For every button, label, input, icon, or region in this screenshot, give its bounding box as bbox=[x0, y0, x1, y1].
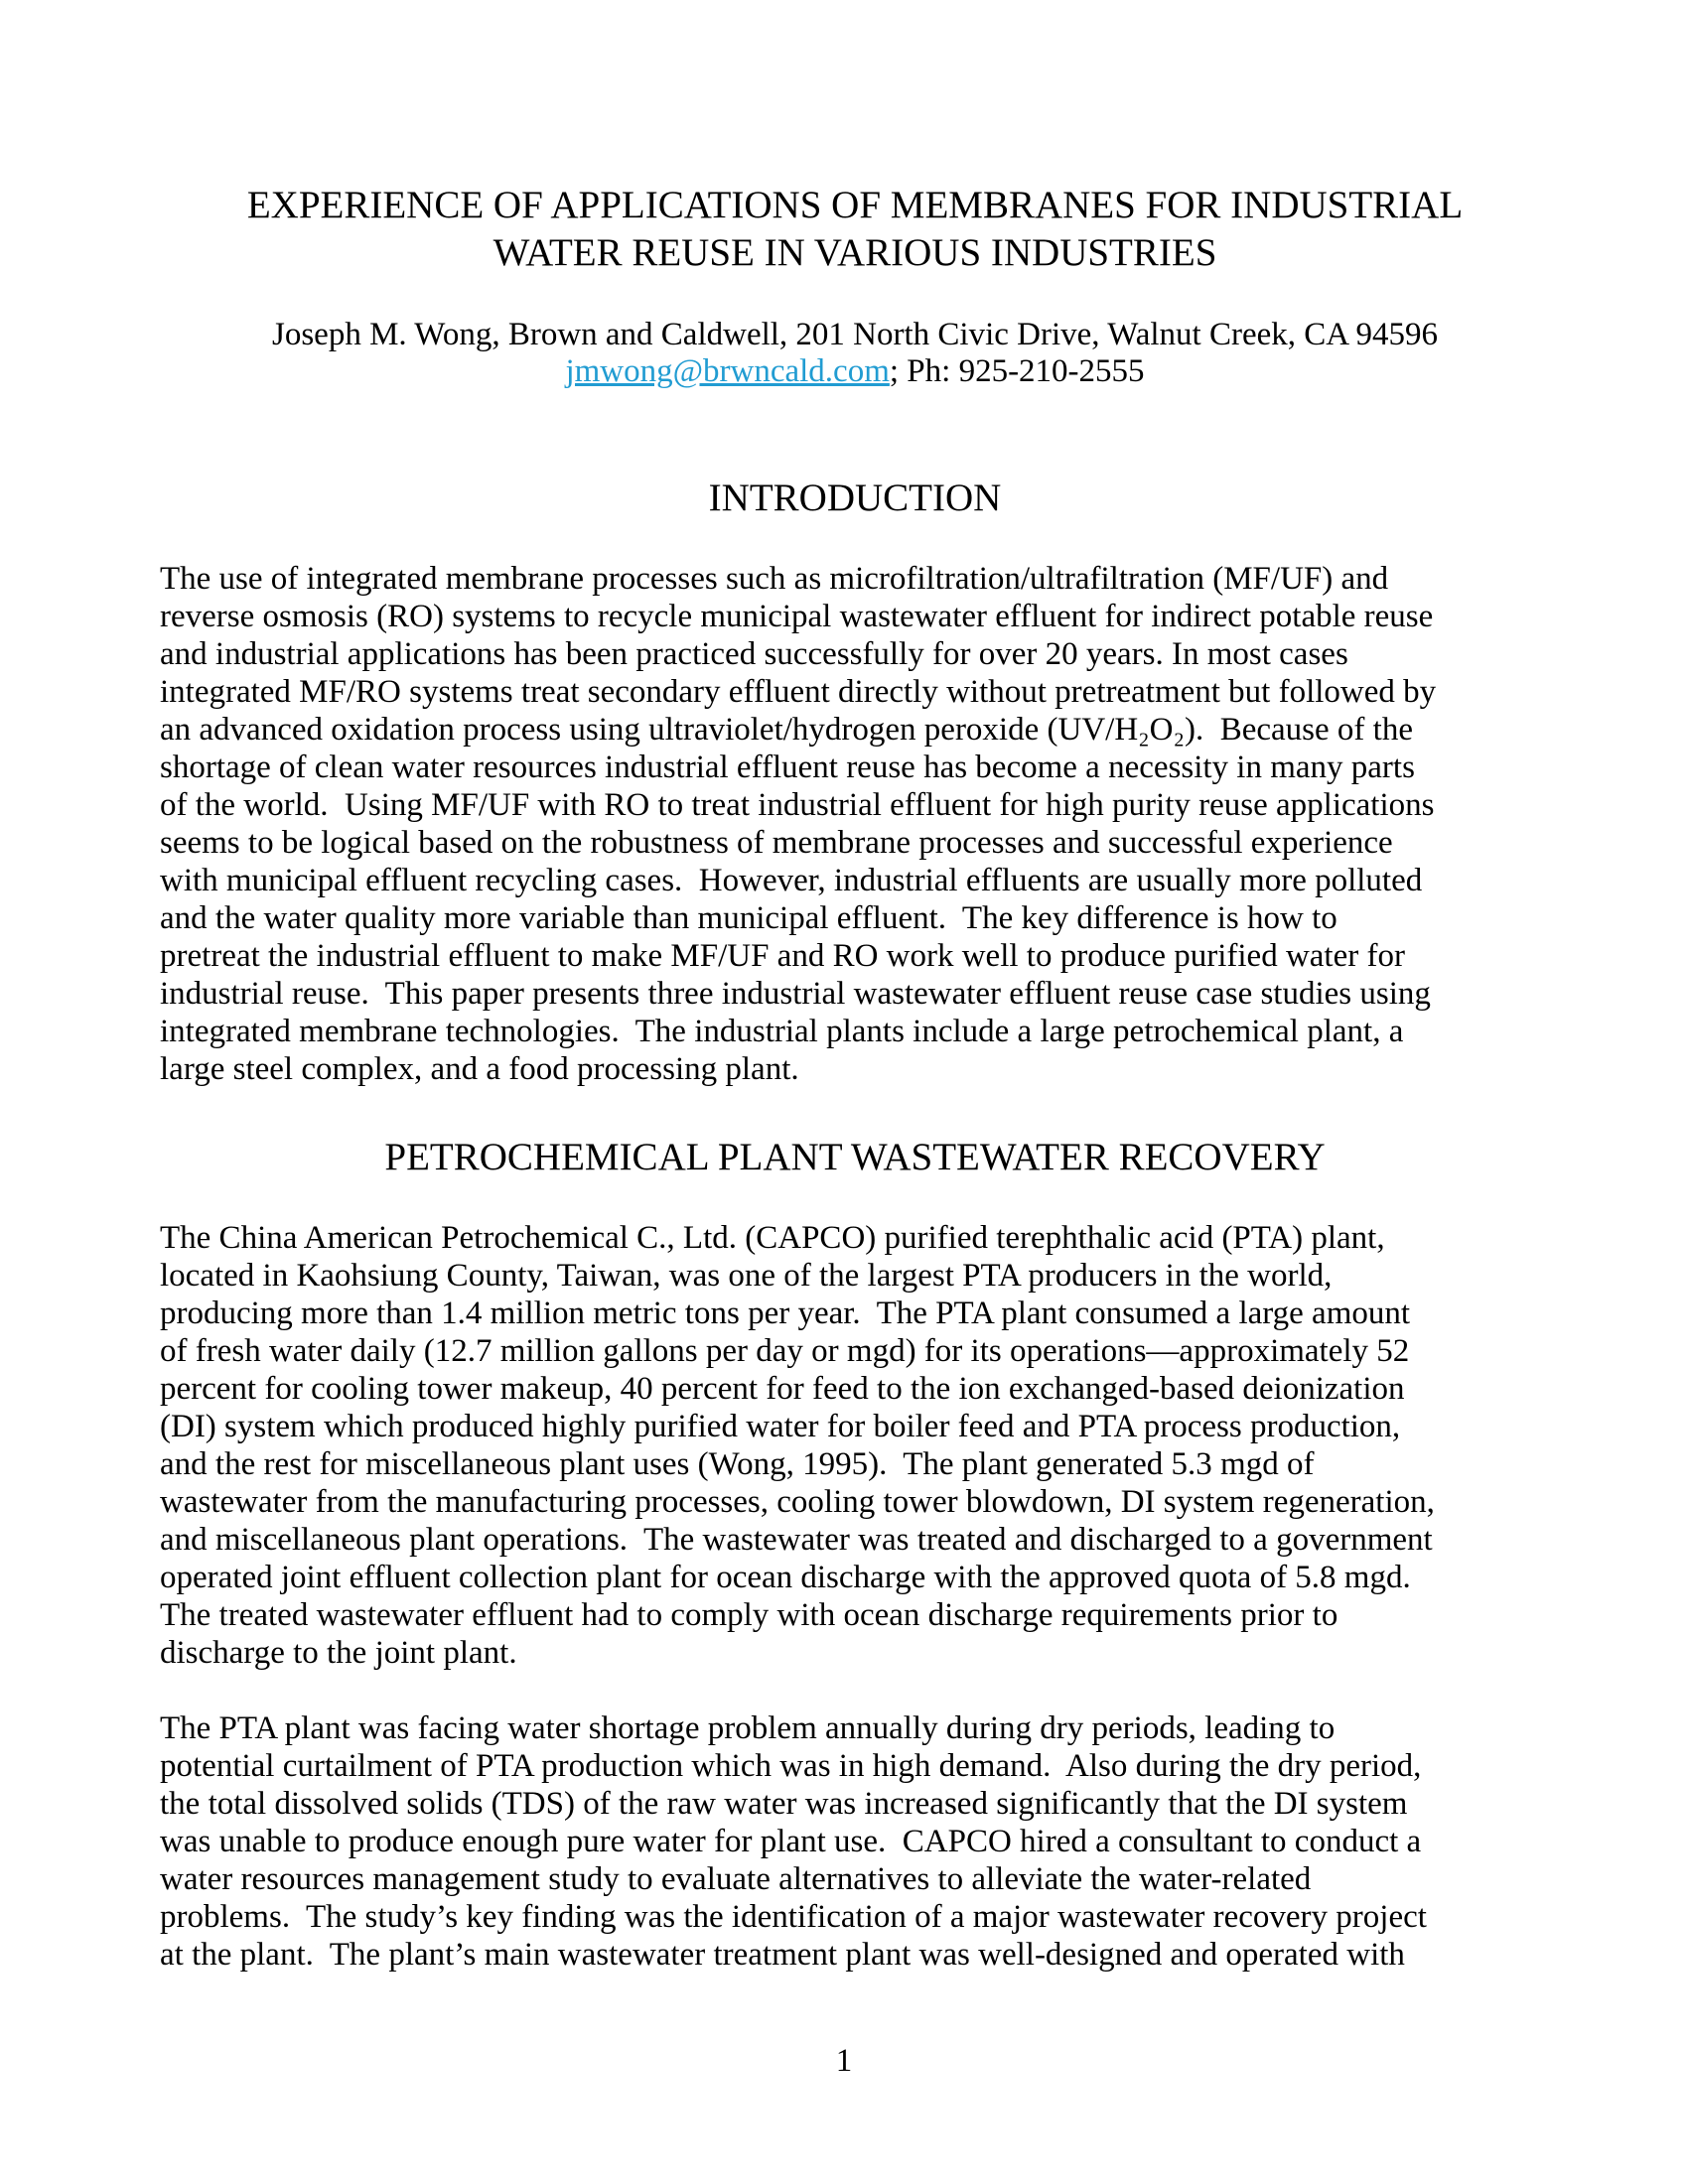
paragraph bbox=[160, 1219, 1550, 1672]
text-line: reverse osmosis (RO) systems to recycle municipal wastewater effluent for indirect potable reuse bbox=[160, 599, 1434, 634]
document-title-line-2: WATER REUSE IN VARIOUS INDUSTRIES bbox=[492, 231, 1217, 274]
text-line: was unable to produce enough pure water for plant use. CAPCO hired a consultant to conduct a bbox=[160, 1824, 1422, 1859]
text-line: with municipal effluent recycling cases. However, industrial effluents are usually more polluted bbox=[160, 863, 1423, 898]
document-title bbox=[160, 182, 1550, 277]
text-line: of fresh water daily (12.7 million gallons per day or mgd) for its operations—approximately 52 bbox=[160, 1333, 1410, 1369]
text-line: The treated wastewater effluent had to comply with ocean discharge requirements prior to bbox=[160, 1597, 1338, 1633]
paragraph bbox=[160, 560, 1550, 1088]
text-line: seems to be logical based on the robustness of membrane processes and successful experience bbox=[160, 825, 1393, 861]
text-line: and miscellaneous plant operations. The wastewater was treated and discharged to a government bbox=[160, 1522, 1433, 1558]
text-line: discharge to the joint plant. bbox=[160, 1635, 517, 1671]
text-line: The use of integrated membrane processes such as microfiltration/ultrafiltration (MF/UF) and bbox=[160, 561, 1389, 597]
phone-text: ; Ph: 925-210-2555 bbox=[889, 353, 1145, 389]
document-title-line-1: EXPERIENCE OF APPLICATIONS OF MEMBRANES FOR INDUSTRIAL bbox=[246, 184, 1464, 226]
page-content bbox=[160, 0, 1550, 1974]
paragraph bbox=[160, 1709, 1550, 1974]
text-line: potential curtailment of PTA production which was in high demand. Also during the dry period, bbox=[160, 1748, 1422, 1784]
text-line: an advanced oxidation process using ultraviolet/hydrogen peroxide (UV/H₂O₂). Because of the bbox=[160, 712, 1413, 748]
sections-root bbox=[160, 475, 1550, 1974]
text-line: (DI) system which produced highly purified water for boiler feed and PTA process production, bbox=[160, 1409, 1401, 1444]
text-line: operated joint effluent collection plant for ocean discharge with the approved quota of 5.8 mgd. bbox=[160, 1560, 1411, 1595]
text-line: integrated membrane technologies. The industrial plants include a large petrochemical plant, a bbox=[160, 1014, 1404, 1049]
author-block bbox=[160, 317, 1550, 390]
text-line: problems. The study’s key finding was the identification of a major wastewater recovery project bbox=[160, 1899, 1427, 1935]
text-line: at the plant. The plant’s main wastewater treatment plant was well-designed and operated with bbox=[160, 1937, 1405, 1973]
text-line: large steel complex, and a food processing plant. bbox=[160, 1051, 799, 1087]
text-line: The China American Petrochemical C., Ltd. (CAPCO) purified terephthalic acid (PTA) plant, bbox=[160, 1220, 1385, 1256]
author-line: Joseph M. Wong, Brown and Caldwell, 201 North Civic Drive, Walnut Creek, CA 94596 bbox=[271, 317, 1439, 352]
text-line: integrated MF/RO systems treat secondary effluent directly without pretreatment but followed by bbox=[160, 674, 1437, 710]
section-heading: INTRODUCTION bbox=[708, 477, 1002, 519]
text-line: percent for cooling tower makeup, 40 percent for feed to the ion exchanged-based deionization bbox=[160, 1371, 1405, 1407]
text-line: pretreat the industrial effluent to make MF/UF and RO work well to produce purified water for bbox=[160, 938, 1405, 974]
text-line: and the rest for miscellaneous plant uses (Wong, 1995). The plant generated 5.3 mgd of bbox=[160, 1446, 1315, 1482]
text-line: and industrial applications has been practiced successfully for over 20 years. In most cases bbox=[160, 636, 1348, 672]
text-line: shortage of clean water resources industrial effluent reuse has become a necessity in many parts bbox=[160, 750, 1415, 785]
text-line: producing more than 1.4 million metric tons per year. The PTA plant consumed a large amount bbox=[160, 1296, 1411, 1331]
text-line: water resources management study to evaluate alternatives to alleviate the water-related bbox=[160, 1861, 1312, 1897]
text-line: located in Kaohsiung County, Taiwan, was one of the largest PTA producers in the world, bbox=[160, 1258, 1333, 1294]
section-heading: PETROCHEMICAL PLANT WASTEWATER RECOVERY bbox=[384, 1136, 1326, 1178]
text-line: The PTA plant was facing water shortage problem annually during dry periods, leading to bbox=[160, 1710, 1336, 1746]
text-line: the total dissolved solids (TDS) of the raw water was increased significantly that the DI system bbox=[160, 1786, 1408, 1822]
text-line: industrial reuse. This paper presents three industrial wastewater effluent reuse case studies using bbox=[160, 976, 1431, 1012]
contact-line bbox=[160, 353, 1550, 390]
email-link[interactable]: jmwong@brwncald.com bbox=[565, 353, 890, 389]
text-line: wastewater from the manufacturing processes, cooling tower blowdown, DI system regeneration, bbox=[160, 1484, 1435, 1520]
page-number: 1 bbox=[835, 2043, 853, 2079]
text-line: and the water quality more variable than municipal effluent. The key difference is how to bbox=[160, 900, 1337, 936]
text-line: of the world. Using MF/UF with RO to treat industrial effluent for high purity reuse applications bbox=[160, 787, 1435, 823]
